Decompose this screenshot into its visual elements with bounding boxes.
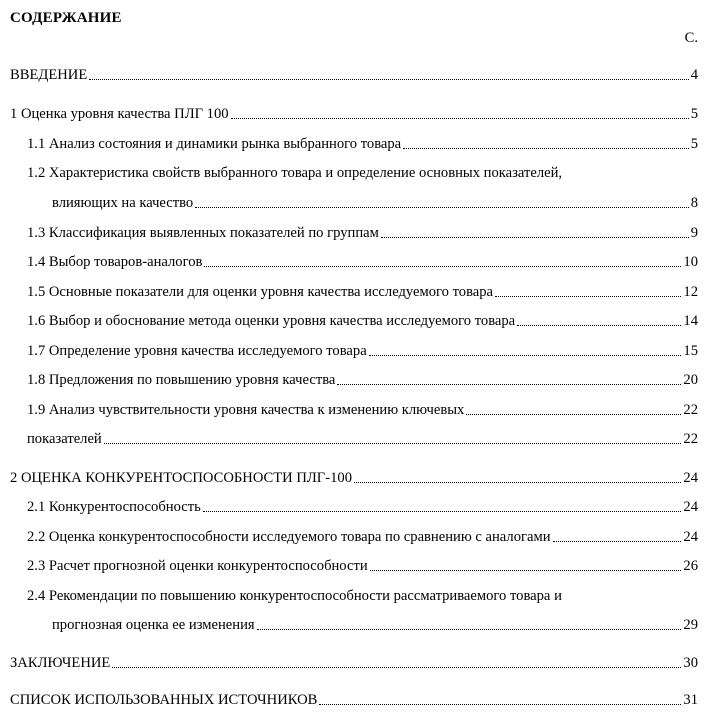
toc-entry-chapter-1[interactable] xyxy=(10,106,698,126)
toc-entry-text: 1.3 Классификация выявленных показателей по группам xyxy=(27,225,379,241)
dot-leader xyxy=(354,481,681,483)
dot-leader xyxy=(204,265,681,267)
toc-entry-page: 29 xyxy=(683,617,698,633)
dot-leader xyxy=(381,236,689,238)
toc-entry-text: ЗАКЛЮЧЕНИЕ xyxy=(10,655,111,671)
toc-entry-2-4[interactable] xyxy=(52,617,698,637)
dot-leader xyxy=(257,628,682,630)
toc-entry-1-4[interactable] xyxy=(27,254,698,274)
toc-entry-1-9[interactable] xyxy=(27,431,698,451)
toc-entry-page: 20 xyxy=(683,372,698,388)
dot-leader xyxy=(370,569,682,571)
toc-entry-text: 1.8 Предложения по повышению уровня качества xyxy=(27,372,336,388)
toc-entry-page: 9 xyxy=(690,225,698,241)
toc-entry-page: 15 xyxy=(683,343,698,359)
toc-entry-1-2-line1[interactable]: 1.2 Характеристика свойств выбранного товара и определение основных показателей, xyxy=(27,165,563,181)
toc-entry-page: 10 xyxy=(683,254,698,270)
toc-entry-text: 1.1 Анализ состояния и динамики рынка выбранного товара xyxy=(27,136,402,152)
dot-leader xyxy=(112,666,681,668)
toc-entry-text: 2.2 Оценка конкурентоспособности исследуемого товара по сравнению с аналогами xyxy=(27,529,551,545)
dot-leader xyxy=(337,383,681,385)
dot-leader xyxy=(203,510,682,512)
toc-entry-text: СПИСОК ИСПОЛЬЗОВАННЫХ ИСТОЧНИКОВ xyxy=(10,692,318,708)
toc-entry-text: 1.4 Выбор товаров-аналогов xyxy=(27,254,203,270)
toc-entry-introduction[interactable] xyxy=(10,67,698,87)
toc-entry-text: 2.3 Расчет прогнозной оценки конкурентоспособности xyxy=(27,558,368,574)
dot-leader xyxy=(104,442,682,444)
page-column-label: С. xyxy=(684,30,698,46)
toc-entry-2-3[interactable] xyxy=(27,558,698,578)
toc-entry-text: 2 ОЦЕНКА КОНКУРЕНТОСПОСОБНОСТИ ПЛГ-100 xyxy=(10,470,352,486)
toc-entry-1-2[interactable] xyxy=(52,195,698,215)
toc-entry-text: 1.7 Определение уровня качества исследуемого товара xyxy=(27,343,367,359)
toc-entry-page: 24 xyxy=(683,529,698,545)
toc-entry-2-2[interactable] xyxy=(27,529,698,549)
toc-entry-page: 12 xyxy=(683,284,698,300)
toc-entry-text: показателей xyxy=(27,431,102,447)
dot-leader xyxy=(195,206,688,208)
toc-entry-page: 24 xyxy=(683,470,698,486)
dot-leader xyxy=(231,117,689,119)
toc-entry-1-7[interactable] xyxy=(27,343,698,363)
dot-leader xyxy=(319,703,681,705)
toc-entry-text: 2.1 Конкурентоспособность xyxy=(27,499,201,515)
toc-entry-1-9-line1[interactable] xyxy=(27,402,698,422)
toc-entry-1-3[interactable] xyxy=(27,225,698,245)
toc-entry-text: влияющих на качество xyxy=(52,195,194,211)
toc-entry-text: 1.9 Анализ чувствительности уровня качества к изменению ключевых xyxy=(27,402,465,418)
toc-title: СОДЕРЖАНИЕ xyxy=(10,10,122,26)
toc-entry-2-1[interactable] xyxy=(27,499,698,519)
toc-entry-1-1[interactable] xyxy=(27,136,698,156)
toc-entry-1-5[interactable] xyxy=(27,284,698,304)
toc-entry-page: 24 xyxy=(683,499,698,515)
dot-leader xyxy=(89,78,688,80)
dot-leader xyxy=(553,540,682,542)
dot-leader xyxy=(369,354,682,356)
toc-entry-text: 1.6 Выбор и обоснование метода оценки уровня качества исследуемого товара xyxy=(27,313,516,329)
toc-entry-page: 31 xyxy=(683,692,698,708)
toc-entry-conclusion[interactable] xyxy=(10,655,698,675)
toc-entry-chapter-2[interactable] xyxy=(10,470,698,490)
toc-entry-1-6[interactable] xyxy=(27,313,698,333)
toc-entry-page: 22 xyxy=(683,402,698,418)
toc-entry-page: 5 xyxy=(690,136,698,152)
toc-entry-page: 5 xyxy=(690,106,698,122)
dot-leader xyxy=(466,413,681,415)
dot-leader xyxy=(403,147,689,149)
toc-entry-page: 4 xyxy=(690,67,698,83)
toc-entry-page: 8 xyxy=(690,195,698,211)
dot-leader xyxy=(517,324,681,326)
toc-entry-page: 14 xyxy=(683,313,698,329)
toc-entry-2-4-line1[interactable]: 2.4 Рекомендации по повышению конкурентоспособности рассматриваемого товара и xyxy=(27,588,562,604)
toc-entry-references[interactable] xyxy=(10,692,698,712)
toc-entry-page: 30 xyxy=(683,655,698,671)
toc-entry-page: 22 xyxy=(683,431,698,447)
toc-entry-text: 1 Оценка уровня качества ПЛГ 100 xyxy=(10,106,229,122)
toc-entry-text: 1.5 Основные показатели для оценки уровня качества исследуемого товара xyxy=(27,284,494,300)
toc-entry-page: 26 xyxy=(683,558,698,574)
dot-leader xyxy=(495,295,681,297)
toc-entry-text: прогнозная оценка ее изменения xyxy=(52,617,255,633)
toc-entry-text: ВВЕДЕНИЕ xyxy=(10,67,88,83)
toc-entry-1-8[interactable] xyxy=(27,372,698,392)
